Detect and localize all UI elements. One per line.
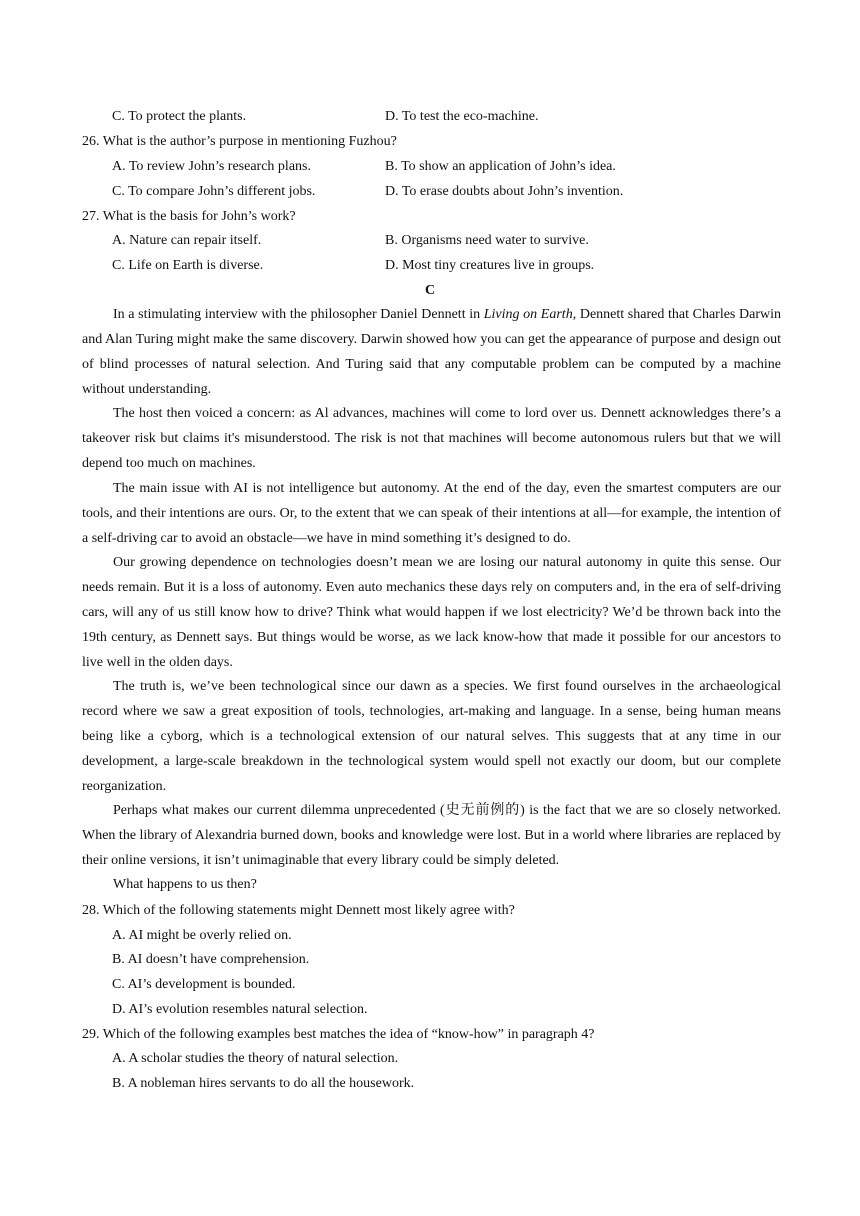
section-heading: C	[424, 283, 436, 298]
q28-option-d: D. AI’s evolution resembles natural selection.	[112, 1002, 368, 1017]
q27-option-d: D. Most tiny creatures live in groups.	[385, 258, 595, 273]
q27-option-a: A. Nature can repair itself.	[112, 233, 262, 248]
passage-paragraph-6: Perhaps what makes our current dilemma unprecedented (史无前例的) is the fact that we are so closely networked. When the library of Alexandria burned down, books and knowledge were lost. But in a world where libraries are replaced by their online versions, it isn’t unimaginable that every library could be simply deleted.	[82, 803, 781, 868]
book-title: Living on Earth	[483, 307, 573, 322]
q27-option-b: B. Organisms need water to survive.	[385, 233, 589, 248]
q27-option-c: C. Life on Earth is diverse.	[112, 258, 264, 273]
passage-paragraph-2: The host then voiced a concern: as Al advances, machines will come to lord over us. Dennett acknowledges there’s a takeover risk but claims it's misunderstood. The risk is not that machines will become autonomous rulers but that we will depend too much on machines.	[82, 406, 781, 471]
q28-option-c: C. AI’s development is bounded.	[112, 977, 296, 992]
passage-paragraph-3: The main issue with AI is not intelligence but autonomy. At the end of the day, even the smartest computers are our tools, and their intentions are ours. Or, to the extent that we can speak of their intentions at all—for example, the intention of a self-driving car to avoid an obstacle—we have in mind something it’s designed to do.	[82, 481, 781, 546]
q25-option-c: C. To protect the plants.	[112, 109, 247, 124]
passage-paragraph-5: The truth is, we’ve been technological since our dawn as a species. We first found ourselves in the archaeological record where we saw a great exposition of tools, technologies, art-making and language. In a sense, being human means being like a cyborg, which is a technological extension of our natural selves. This suggests that at any time in our development, a large-scale breakdown in the technological system would spell not exactly our doom, but our complete reorganization.	[82, 679, 781, 794]
q29-option-a: A. A scholar studies the theory of natural selection.	[112, 1051, 399, 1066]
q26-option-a: A. To review John’s research plans.	[112, 159, 311, 174]
q29-option-b: B. A nobleman hires servants to do all the housework.	[112, 1076, 415, 1091]
passage-paragraph-1: In a stimulating interview with the philosopher Daniel Dennett in Living on Earth, Dennett shared that Charles Darwin and Alan Turing might make the same discovery. Darwin showed how you can get the appearance of purpose and design out of blind processes of natural selection. And Turing said that any computable problem can be computed by a machine without understanding.	[82, 307, 781, 397]
q26-option-c: C. To compare John’s different jobs.	[112, 184, 316, 199]
q25-option-d: D. To test the eco-machine.	[385, 109, 539, 124]
passage-paragraph-4: Our growing dependence on technologies doesn’t mean we are losing our natural autonomy in quite this sense. Our needs remain. But it is a loss of autonomy. Even auto mechanics these days rely on computers and, in the era of self-driving cars, will any of us still know how to drive? Think what would happen if we lost electricity? We’d be thrown back into the 19th century, as Dennett says. But things would be worse, as we lack know-how that made it possible for our ancestors to live well in the olden days.	[82, 555, 781, 670]
q26-option-b: B. To show an application of John’s idea.	[385, 159, 616, 174]
passage-paragraph-7: What happens to us then?	[113, 877, 257, 892]
q28-option-b: B. AI doesn’t have comprehension.	[112, 952, 310, 967]
q28-stem: 28. Which of the following statements might Dennett most likely agree with?	[82, 903, 515, 918]
q28-option-a: A. AI might be overly relied on.	[112, 928, 292, 943]
q26-option-d: D. To erase doubts about John’s invention.	[385, 184, 624, 199]
q27-stem: 27. What is the basis for John’s work?	[82, 209, 296, 224]
q26-stem: 26. What is the author’s purpose in mentioning Fuzhou?	[82, 134, 397, 149]
q29-stem: 29. Which of the following examples best matches the idea of “know-how” in paragraph 4?	[82, 1027, 595, 1042]
